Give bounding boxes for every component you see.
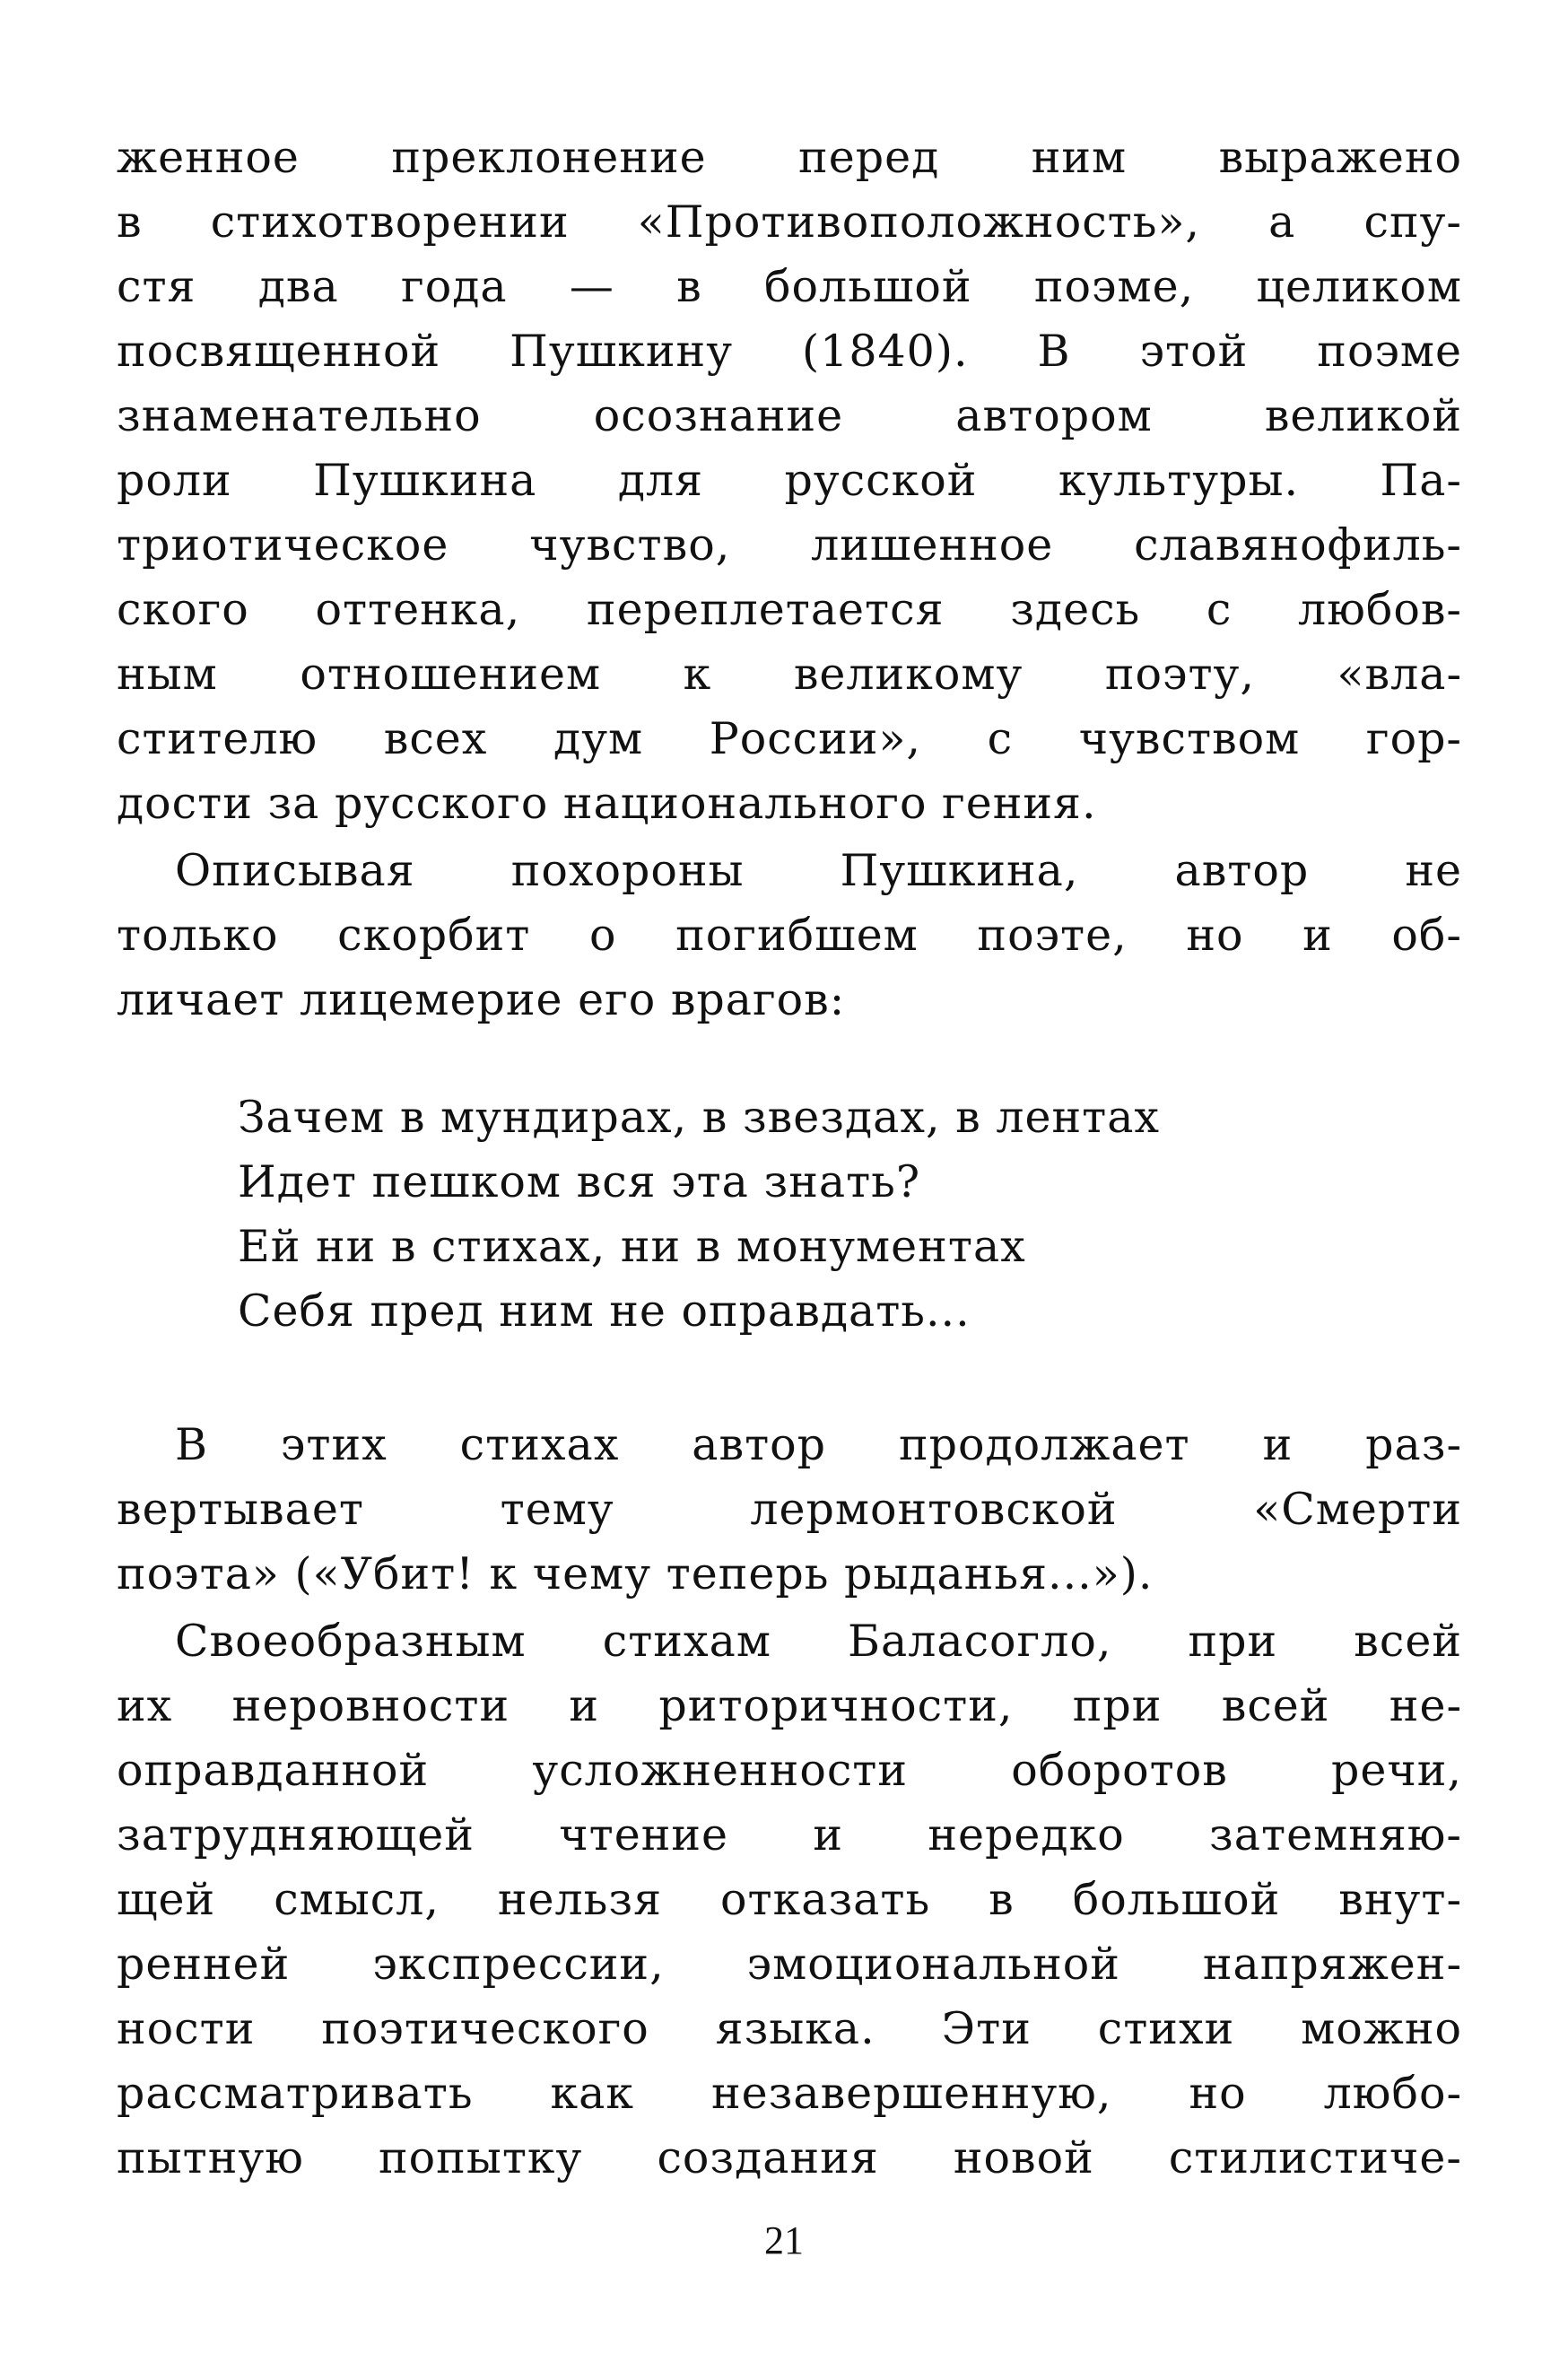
verse-line: Ей ни в стихах, ни в монументах: [238, 1221, 1026, 1272]
text-line: женное преклонение перед ним выражено: [117, 132, 1462, 183]
text-line: В этих стихах автор продолжает и раз-: [175, 1419, 1462, 1470]
text-line: в стихотворении «Противоположность», а спу-: [117, 196, 1462, 248]
text-line: только скорбит о погибшем поэте, но и об-: [117, 910, 1462, 961]
verse-line: Идет пешком вся эта знать?: [238, 1156, 921, 1207]
text-line: поэта» («Убит! к чему теперь рыданья...»).: [117, 1548, 1154, 1599]
text-line: знаменательно осознание автором великой: [117, 390, 1462, 441]
text-line: пытную попытку создания новой стилистиче-: [117, 2132, 1462, 2183]
page-number: 21: [764, 2218, 804, 2262]
text-line: стителю всех дум России», с чувством гор-: [117, 713, 1462, 764]
text-line: ности поэтического языка. Эти стихи можно: [117, 2003, 1462, 2054]
text-line: стя два года — в большой поэме, целиком: [117, 261, 1462, 312]
text-line: вертывает тему лермонтовской «Смерти: [117, 1484, 1462, 1535]
text-line: затрудняющей чтение и нередко затемняю-: [117, 1809, 1462, 1860]
text-line: их неровности и риторичности, при всей не-: [117, 1680, 1462, 1731]
text-line: дости за русского национального гения.: [117, 778, 1097, 829]
text-line: личает лицемерие его врагов:: [117, 974, 846, 1025]
text-line: ным отношением к великому поэту, «вла-: [117, 649, 1462, 700]
text-line: ского оттенка, переплетается здесь с любов-: [117, 584, 1462, 635]
text-line: роли Пушкина для русской культуры. Па-: [117, 455, 1462, 506]
text-line: посвященной Пушкину (1840). В этой поэме: [117, 326, 1462, 377]
text-line: щей смысл, нельзя отказать в большой внут-: [117, 1874, 1462, 1925]
text-line: триотическое чувство, лишенное славянофиль-: [117, 519, 1462, 571]
text-line: ренней экспрессии, эмоциональной напряжен-: [117, 1939, 1462, 1990]
text-line: рассматривать как незавершенную, но любо-: [117, 2068, 1462, 2119]
verse-line: Зачем в мундирах, в звездах, в лентах: [238, 1092, 1161, 1143]
text-line: Своеобразным стихам Баласогло, при всей: [175, 1616, 1462, 1667]
text-line: оправданной усложненности оборотов речи,: [117, 1745, 1462, 1796]
text-line: Описывая похороны Пушкина, автор не: [175, 845, 1462, 896]
verse-line: Себя пред ним не оправдать...: [238, 1285, 971, 1337]
